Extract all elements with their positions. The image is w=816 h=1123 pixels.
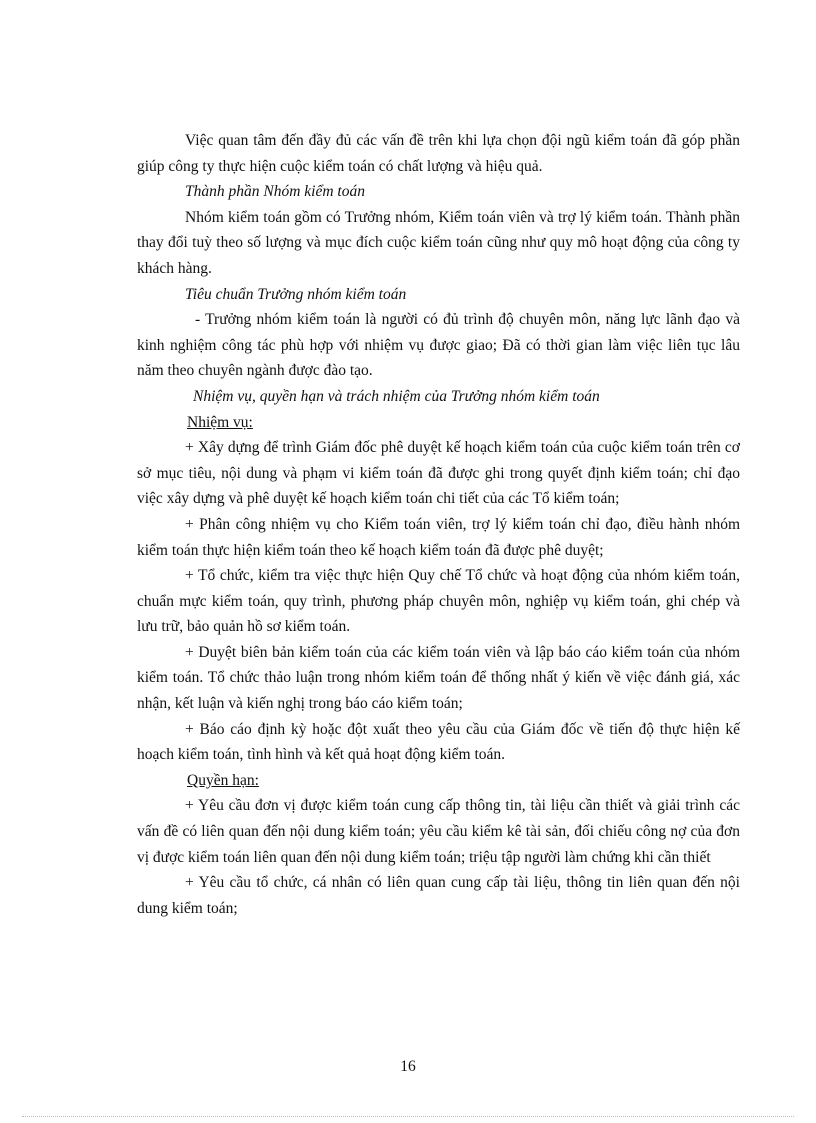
duties-label-text: Nhiệm vụ: xyxy=(187,413,253,431)
duty-item: + Báo cáo định kỳ hoặc đột xuất theo yêu cầu của Giám đốc về tiến độ thực hiện kế hoạch kiểm toán, tình hình và kết quả hoạt động kiểm toán. xyxy=(137,720,740,764)
team-leader-standard-heading: Tiêu chuẩn Trưởng nhóm kiểm toán xyxy=(185,285,407,303)
powers-label xyxy=(137,768,740,794)
power-item: + Yêu cầu đơn vị được kiểm toán cung cấp thông tin, tài liệu cần thiết và giải trình các vấn đề có liên quan đến nội dung kiểm toán; yêu cầu kiểm kê tài sản, đối chiếu công nợ của đơn vị được kiểm toán liên quan đến nội dung kiểm toán; triệu tập người làm chứng khi cần thiết xyxy=(137,797,740,866)
powers-label-text: Quyền hạn: xyxy=(187,771,259,789)
duty-item: + Tổ chức, kiểm tra việc thực hiện Quy chế Tổ chức và hoạt động của nhóm kiểm toán, chuẩn mực kiểm toán, quy trình, phương pháp chuyên môn, nghiệp vụ kiểm toán, ghi chép và lưu trữ, bảo quản hồ sơ kiểm toán. xyxy=(137,567,740,636)
page-body xyxy=(137,128,740,921)
page-number: 16 xyxy=(400,1058,416,1075)
duty-item: + Duyệt biên bản kiểm toán của các kiểm toán viên và lập báo cáo kiểm toán của nhóm kiểm toán. Tổ chức thảo luận trong nhóm kiểm toán để thống nhất ý kiến về việc đánh giá, xác nhận, kết luận và kiến nghị trong báo cáo kiểm toán; xyxy=(137,643,740,713)
team-composition-heading: Thành phần Nhóm kiểm toán xyxy=(185,183,365,201)
team-leader-standard-paragraph: - Trưởng nhóm kiểm toán là người có đủ trình độ chuyên môn, năng lực lãnh đạo và kinh nghiệm công tác phù hợp với nhiệm vụ được giao; Đã có thời gian làm việc liên tục lâu năm theo chuyên ngành được đào tạo. xyxy=(137,311,740,380)
duties-rights-heading: Nhiệm vụ, quyền hạn và trách nhiệm của Trưởng nhóm kiểm toán xyxy=(193,387,600,405)
team-composition-paragraph: Nhóm kiểm toán gồm có Trưởng nhóm, Kiểm toán viên và trợ lý kiểm toán. Thành phần thay đổi tuỳ theo số lượng và mục đích cuộc kiểm toán cũng như quy mô hoạt động của công ty khách hàng. xyxy=(137,208,740,277)
page-bottom-divider xyxy=(22,1116,794,1117)
duties-label xyxy=(137,410,740,436)
intro-paragraph: Việc quan tâm đến đầy đủ các vấn đề trên khi lựa chọn đội ngũ kiểm toán đã góp phần giúp công ty thực hiện cuộc kiểm toán có chất lượng và hiệu quả. xyxy=(137,132,740,175)
power-item: + Yêu cầu tổ chức, cá nhân có liên quan cung cấp tài liệu, thông tin liên quan đến nội dung kiểm toán; xyxy=(137,874,740,917)
duty-item: + Xây dựng để trình Giám đốc phê duyệt kế hoạch kiểm toán của cuộc kiểm toán trên cơ sở mục tiêu, nội dung và phạm vi kiểm toán đã được ghi trong quyết định kiểm toán; chỉ đạo việc xây dựng và phê duyệt kế hoạch kiểm toán chi tiết của các Tổ kiểm toán; xyxy=(137,439,740,508)
duty-item: + Phân công nhiệm vụ cho Kiểm toán viên, trợ lý kiểm toán chỉ đạo, điều hành nhóm kiểm toán thực hiện kiểm toán theo kế hoạch kiểm toán đã được phê duyệt; xyxy=(137,515,740,559)
